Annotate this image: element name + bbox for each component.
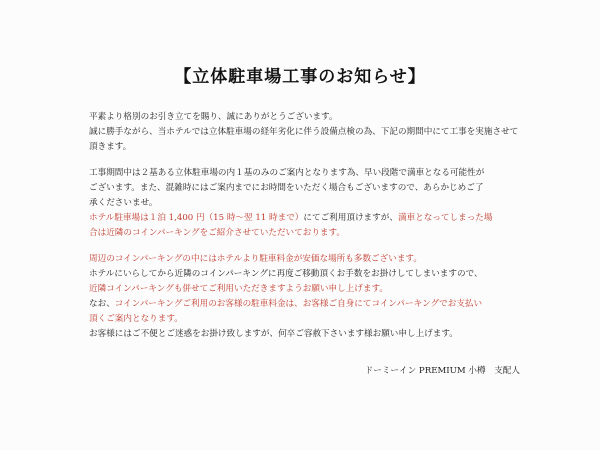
paragraph-2-line-1: 工事期間中は２基ある立体駐車場の内１基のみのご案内となります為、早い段階で満車となる可能性が (89, 167, 485, 178)
nearby-parking-cheaper: 周辺のコインパーキングの中にはホテルより駐車料金が安価な場所も多数ございます。 (89, 253, 422, 264)
parking-full-continuation: 合は近隣のコインパーキングをご紹介させていただいております。 (89, 228, 346, 239)
notice-body (89, 110, 569, 343)
paragraph-1-line-1: 平素より格別のお引き立てを賜り、誠にありがとうございます。 (89, 112, 338, 122)
parking-payment-line (89, 297, 569, 312)
apology-line: お客様にはご不便とご迷惑をお掛け致しますが、何卒ご容赦下さいます様お願い申し上げます。 (89, 329, 458, 340)
paragraph-1-line-2: 誠に勝手ながら、当ホテルでは立体駐車場の経年劣化に伴う設備点検の為、下記の期間中にて工事を実施させて (89, 127, 519, 138)
parking-payment-prefix: なお、 (89, 299, 115, 310)
nearby-parking-request: 近隣コインパーキングも併せてご利用いただきますようお願い申し上げます。 (89, 283, 388, 294)
parking-fee-text: ホテル駐車場は１泊 1,400 円（15 時～翌 11 時まで） (89, 213, 304, 224)
paragraph-1-line-3: 頂きます。 (89, 142, 132, 153)
parking-full-text: 満車となってしまった場 (397, 213, 493, 224)
paragraph-2-line-2: ございます。また、混雑時にはご案内までにお時間をいただく場合もございますので、あらかじめご了 (89, 182, 484, 193)
parking-payment-continuation: 頂くご案内となります。 (89, 314, 183, 325)
parking-fee-continuation: にてご利用頂けますが、 (303, 213, 398, 224)
parking-payment-text: コインパーキングご利用のお客様の駐車料金は、お客様ご自身にてコインパーキングでお支払い (114, 299, 483, 310)
notice-title: 【立体駐車場工事のお知らせ】 (174, 67, 426, 87)
signature: ドーミーイン PREMIUM 小樽 支配人 (364, 366, 520, 376)
paragraph-2-line-3: 承くださいませ。 (89, 197, 158, 208)
nearby-parking-inconvenience: ホテルにいらしてから近隣のコインパーキングに再度ご移動頂くお手数をお掛けしてしまいますので、 (89, 268, 483, 279)
parking-fee-line (89, 211, 569, 226)
